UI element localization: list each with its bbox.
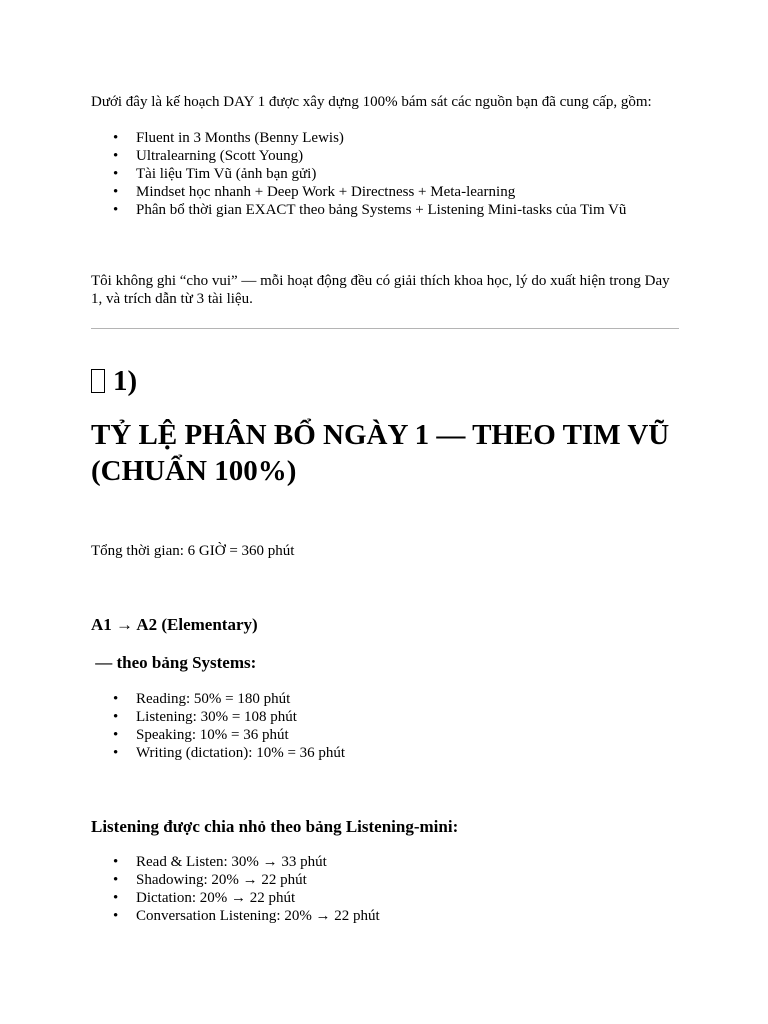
list-item: • Dictation: 20% → 22 phút xyxy=(91,889,380,907)
total-time: Tổng thời gian: 6 GIỜ = 360 phút xyxy=(91,543,295,559)
list-item: • Shadowing: 20% → 22 phút xyxy=(91,871,380,889)
list-item: • Conversation Listening: 20% → 22 phút xyxy=(91,907,380,925)
list-item: • Tài liệu Tim Vũ (ảnh bạn gửi) xyxy=(91,165,626,183)
list-item: • Read & Listen: 30% → 33 phút xyxy=(91,853,380,871)
skills-list xyxy=(91,690,345,762)
intro-paragraph: Dưới đây là kế hoạch DAY 1 được xây dựng 100% bám sát các nguồn bạn đã cung cấp, gồm: xyxy=(91,94,652,110)
list-item: • Ultralearning (Scott Young) xyxy=(91,147,626,165)
list-item: • Phân bổ thời gian EXACT theo bảng Systems + Listening Mini-tasks của Tim Vũ xyxy=(91,201,626,219)
systems-heading: — theo bảng Systems: xyxy=(91,653,257,672)
section-divider xyxy=(91,328,679,329)
level-heading: A1 → A2 (Elementary) xyxy=(91,615,258,634)
list-item: • Reading: 50% = 180 phút xyxy=(91,690,345,708)
list-item: • Listening: 30% = 108 phút xyxy=(91,708,345,726)
listening-heading: Listening được chia nhỏ theo bảng Listening-mini: xyxy=(91,817,459,836)
section-number: 1) xyxy=(113,365,138,397)
list-item: • Mindset học nhanh + Deep Work + Directness + Meta-learning xyxy=(91,183,626,201)
missing-glyph-box-icon xyxy=(91,369,105,393)
section-number-heading xyxy=(91,364,137,398)
listening-tasks-list xyxy=(91,853,380,925)
list-item: • Fluent in 3 Months (Benny Lewis) xyxy=(91,129,626,147)
sources-list xyxy=(91,129,626,219)
list-item: • Writing (dictation): 10% = 36 phút xyxy=(91,744,345,762)
section-title: TỶ LỆ PHÂN BỔ NGÀY 1 — THEO TIM VŨ (CHUẨN 100%) xyxy=(91,419,670,487)
note-paragraph: Tôi không ghi “cho vui” — mỗi hoạt động đều có giải thích khoa học, lý do xuất hiện trong Day 1, và trích dẫn từ 3 tài liệu. xyxy=(91,273,670,307)
list-item: • Speaking: 10% = 36 phút xyxy=(91,726,345,744)
